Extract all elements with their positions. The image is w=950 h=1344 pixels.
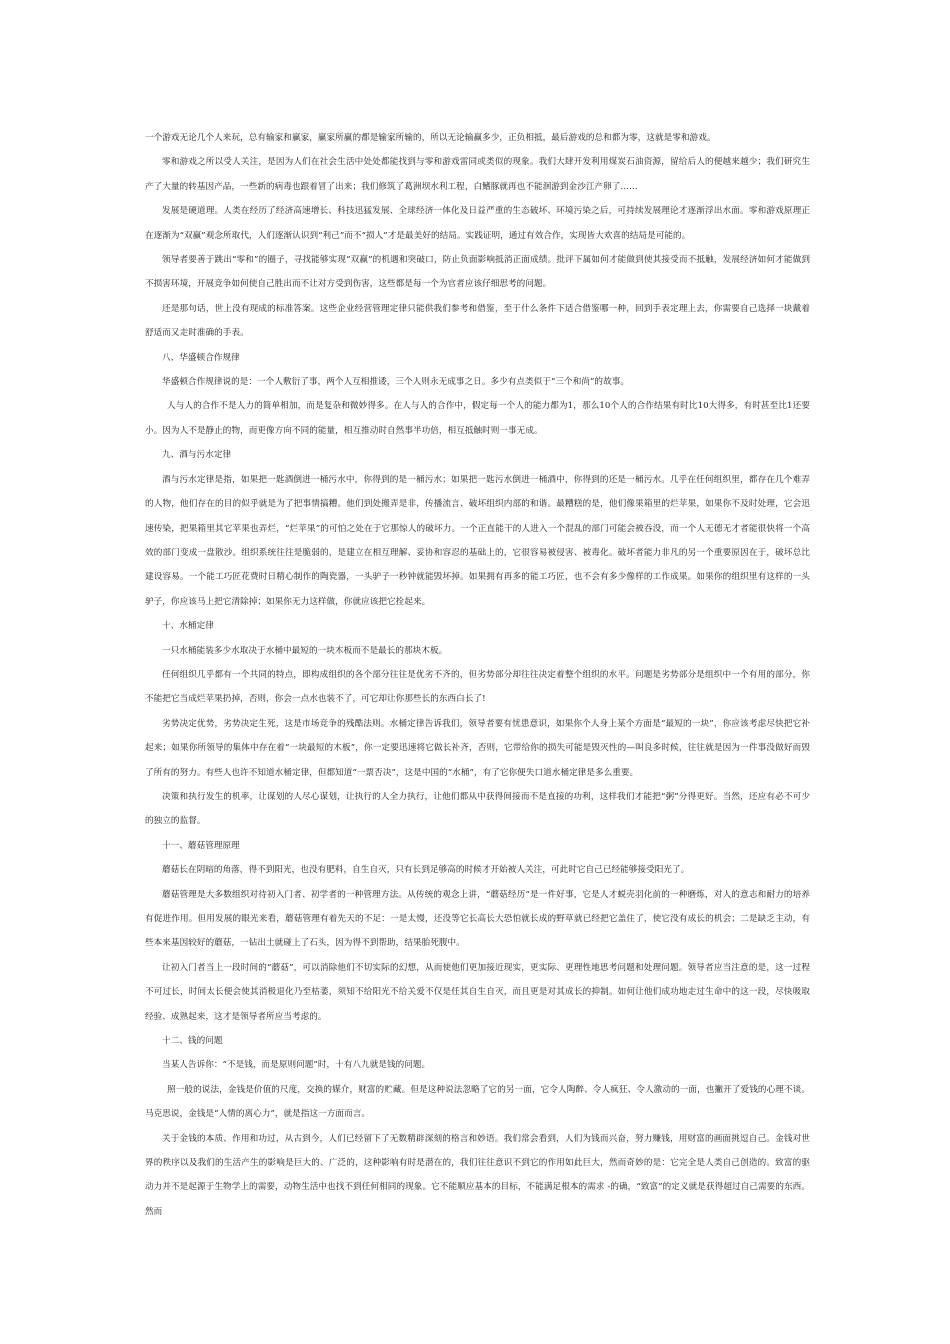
- paragraph: 蘑菇长在阴暗的角落，得不到阳光，也没有肥料，自生自灭，只有长到足够高的时候才开始被人关注，可此时它自己已经能够接受阳光了。: [162, 865, 690, 876]
- section-heading: 十二、钱的问题: [162, 1036, 223, 1047]
- section-heading: 十、水桶定律: [162, 621, 214, 632]
- paragraph: 还是那句话，世上没有现成的标准答案。这些企业经营管理定律只能供我们参考和借鉴，至于什么条件下适合借鉴哪一种，回到手表定理上去，你需要自己选择一块戴着舒适而又走时准确的手表。: [145, 303, 810, 339]
- paragraph: 蘑菇管理是大多数组织对待初入门者、初学者的一种管理方法。从传统的观念上讲，“蘑菇经历”是一件好事，它是人才蜕壳羽化前的一种磨炼，对人的意志和耐力的培养有促进作用。但用发展的眼光来看，蘑菇管理有着先天的不足：一是太慢，还没等它长高长大恐怕就长成的野草就已经把它盖住了，使它没有成长的机会；二是缺乏主动，有些本来基因较好的蘑菇，一钻出土就碰上了石头，因为得不到帮助，结果胎死腹中。: [145, 889, 810, 949]
- paragraph: 华盛顿合作规律说的是：一个人敷衍了事，两个人互相推诿，三个人则永无成事之日。多少有点类似于“三个和尚”的故事。: [162, 377, 630, 388]
- paragraph: 关于金钱的本质、作用和功过，从古到今，人们已经留下了无数精辟深刻的格言和妙语。我们常会看到，人们为钱而兴奋，努力赚钱，用财富的画面挑逗自己。金钱对世界的秩序以及我们的生活产生的影响是巨大的、广泛的，这种影响有时是潜在的，我们往往意识不到它的作用如此巨大，然而奇妙的是：它完全是人类自己创造的。致富的驱动力并不是起源于生物学上的需要，动物生活中也找不到任何相同的现象。它不能顺应基本的目标，不能满足根本的需求 -的确，“致富”的定义就是获得超过自己需要的东西。然而: [145, 1133, 810, 1217]
- paragraph: 人与人的合作不是人力的简单相加，而是复杂和微妙得多。在人与人的合作中，假定每一个人的能力都为1，那么10个人的合作结果有时比10大得多，有时甚至比1还要小。因为人不是静止的物，而更像方向不同的能量，相互推动时自然事半功倍，相互抵触时则一事无成。: [145, 401, 810, 436]
- paragraph: 发展是硬道理。人类在经历了经济高速增长、科技迅猛发展、全球经济一体化及日益严重的生态破坏、环境污染之后，可持续发展理论才逐渐浮出水面。零和游戏原理正在逐渐为“双赢”观念所取代，人们逐渐认识到“利己”而不“损人”才是最美好的结局。实践证明，通过有效合作，实现皆大欢喜的结局是可能的。: [145, 206, 810, 241]
- paragraph: 让初入门者当上一段时间的“蘑菇”，可以消除他们不切实际的幻想，从而使他们更加接近现实，更实际、更理性地思考问题和处理问题。领导者应当注意的是，这一过程不可过长，时间太长便会使其消极退化乃至枯萎，须知不给阳光不给关爱不仅是任其自生自灭，而且更是对其成长的抑制。如何让他们成功地走过生命中的这一段，尽快吸取经验、成熟起来，这才是领导者所应当考虑的。: [145, 962, 810, 1022]
- section-heading: 十一、蘑菇管理原理: [162, 840, 240, 851]
- paragraph: 零和游戏之所以受人关注，是因为人们在社会生活中处处都能找到与零和游戏雷同或类似的现象。我们大肆开发利用煤炭石油资源，留给后人的便越来越少；我们研究生产了大量的转基因产品，一些新的病毒也跟着冒了出来；我们修筑了葛洲坝水利工程，白鳍豚就再也不能洄游到金沙江产卵了……: [145, 157, 810, 192]
- paragraph: 任何组织几乎都有一个共同的特点，即构成组织的各个部分往往是优劣不齐的，但劣势部分却往往决定着整个组织的水平。问题是劣势部分是组织中一个有用的部分，你不能把它当成烂苹果扔掉，否则，你会一点水也装不了，可它却让你那些长的东西白长了!: [145, 669, 810, 705]
- section-heading: 九、酒与污水定律: [162, 450, 232, 461]
- section-heading: 八、华盛顿合作规律: [162, 352, 240, 363]
- paragraph: 领导者要善于跳出“零和”的圈子，寻找能够实现“双赢”的机遇和突破口，防止负面影响抵消正面成绩。批评下属如何才能做到使其接受而不抵触，发展经济如何才能做到不损害环境，开展竞争如何使自己胜出而不让对方受到伤害，这些都是每一个为官者应该仔细思考的问题。: [145, 255, 810, 290]
- paragraph: 一只水桶能装多少水取决于水桶中最短的一块木板而不是最长的那块木板。: [162, 645, 448, 656]
- paragraph: 照一般的说法，金钱是价值的尺度，交换的媒介，财富的贮藏。但是这种说法忽略了它的另一面，它令人陶醉、令人疯狂、令人激动的一面，也撇开了爱钱的心理不谈。马克思说，金钱是“人情的离心力”，就是指这一方面而言。: [145, 1084, 810, 1120]
- paragraph: 一个游戏无论几个人来玩，总有输家和赢家，赢家所赢的都是输家所输的，所以无论输赢多少，正负相抵，最后游戏的总和都为零，这就是零和游戏。: [145, 133, 716, 143]
- paragraph: 当某人告诉你：“不是钱，而是原则问题”时，十有八九就是钱的问题。: [162, 1060, 431, 1071]
- paragraph: 劣势决定优势，劣势决定生死，这是市场竞争的残酷法则。水桶定律告诉我们，领导者要有忧患意识，如果你个人身上某个方面是“最短的一块”，你应该考虑尽快把它补起来；如果你所领导的集体中存在着“一块最短的木板”，你一定要迅速将它做长补齐，否则，它带给你的损失可能是毁灭性的—叫良多时候，往往就是因为一件事没做好而毁了所有的努力。有些人也许不知道水桶定律，但都知道“一票否决”，这是中国的“水桶”，有了它你便失口道水桶定律是多么重要。: [145, 718, 810, 778]
- paragraph: 决策和执行发生的机率，让谋划的人尽心谋划，让执行的人全力执行，让他们都从中获得间接而不是直接的功利，这样我们才能把“粥”分得更好。当然，还应有必不可少的独立的监督。: [145, 791, 810, 827]
- paragraph: 酒与污水定律是指，如果把一匙酒倒进一桶污水中，你得到的是一桶污水；如果把一匙污水倒进一桶酒中，你得到的还是一桶污水。几乎在任何组织里，都存在几个难弄的人物，他们存在的目的似乎就是为了把事情搞糟。他们到处搬弄是非，传播流言、破坏组织内部的和谐。最糟糕的是，他们像果箱里的烂苹果，如果你不及时处理，它会迅速传染，把果箱里其它苹果也弄烂，“烂苹果”的可怕之处在于它那惊人的破坏力。一个正直能干的人进入一个混乱的部门可能会被吞没，而一个人无德无才者能很快将一个高效的部门变成一盘散沙。组织系统往往是脆弱的，是建立在相互理解、妥协和容忍的基础上的，它很容易被侵害、被毒化。破坏者能力非凡的另一个重要原因在于，破坏总比建设容易。一个能工巧匠花费时日精心制作的陶瓷器，一头驴子一秒钟就能毁坏掉。如果拥有再多的能工巧匠，也不会有多少像样的工作成果。如果你的组织里有这样的一头驴子，你应该马上把它清除掉；如果你无力这样做，你就应该把它拴起来。: [145, 474, 810, 607]
